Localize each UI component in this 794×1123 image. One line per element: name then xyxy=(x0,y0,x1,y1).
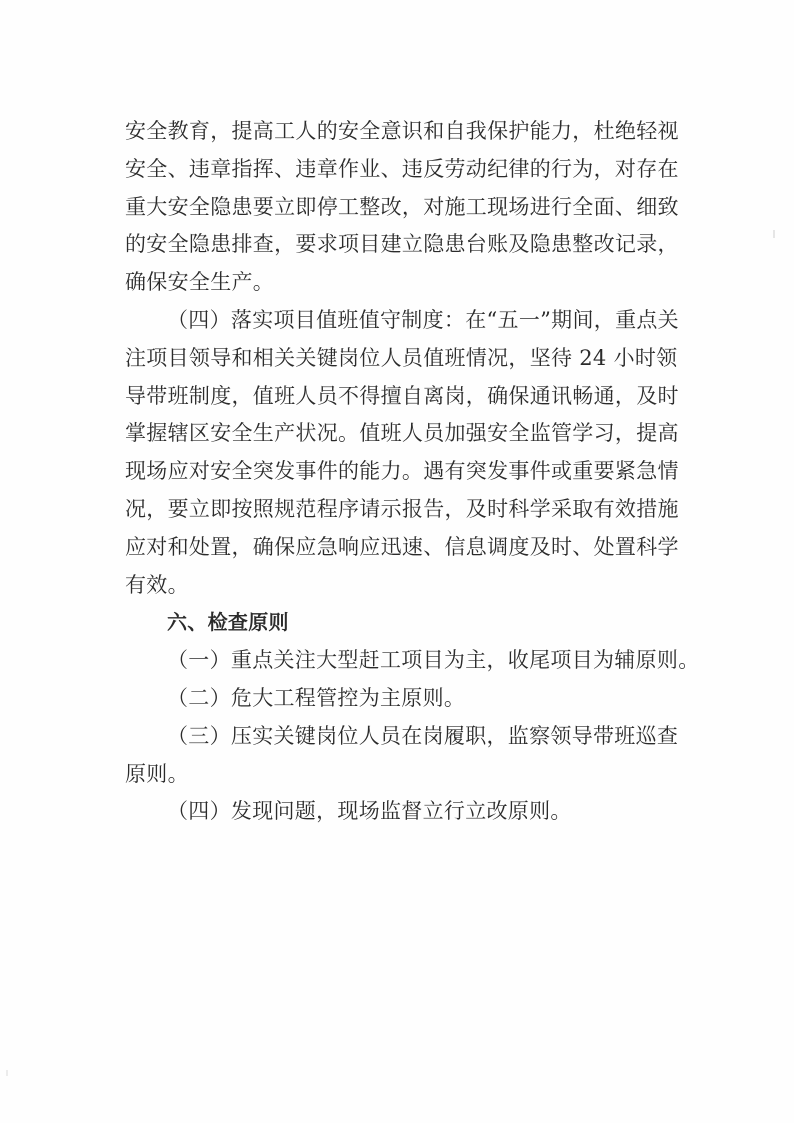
principle-item: （四）发现问题，现场监督立行立改原则。 xyxy=(167,799,572,824)
principles-list xyxy=(125,642,700,831)
section-heading: 六、检查原则 xyxy=(167,610,289,635)
paragraph-safety-education xyxy=(125,113,685,302)
text-line: 确保安全生产。 xyxy=(125,270,275,295)
principle-item: （一）重点关注大型赶工项目为主，收尾项目为辅原则。 xyxy=(167,648,700,673)
text-line: 应对和处置，确保应急响应迅速、信息调度及时、处置科学 xyxy=(125,534,679,559)
principle-item: （二）危大工程管控为主原则。 xyxy=(167,685,466,710)
paragraph-duty-system xyxy=(125,302,685,604)
text-line: 安全教育，提高工人的安全意识和自我保护能力，杜绝轻视 xyxy=(125,119,679,143)
principle-item-continuation: 原则。 xyxy=(125,761,189,786)
scan-artifact xyxy=(6,1070,8,1076)
text-line: 的安全隐患排查，要求项目建立隐患台账及隐患整改记录， xyxy=(125,232,679,257)
text-line: 导带班制度，值班人员不得擅自离岗，确保通讯畅通，及时 xyxy=(125,383,679,408)
document-body xyxy=(125,113,700,831)
text-line: 重大安全隐患要立即停工整改，对施工现场进行全面、细致 xyxy=(125,194,679,219)
scan-artifact xyxy=(773,230,775,238)
text-line: 况，要立即按照规范程序请示报告，及时科学采取有效措施 xyxy=(125,496,679,521)
text-line: 现场应对安全突发事件的能力。遇有突发事件或重要紧急情 xyxy=(125,459,679,484)
text-line: 掌握辖区安全生产状况。值班人员加强安全监管学习，提高 xyxy=(125,421,679,446)
text-line: （四）落实项目值班值守制度：在“五一”期间，重点关 xyxy=(167,307,679,332)
text-line: 有效。 xyxy=(125,572,189,597)
text-line: 注项目领导和相关关键岗位人员值班情况，坚待 24 小时领 xyxy=(125,345,678,370)
principle-item: （三）压实关键岗位人员在岗履职，监察领导带班巡查 xyxy=(167,723,679,748)
text-line: 安全、违章指挥、违章作业、违反劳动纪律的行为，对存在 xyxy=(125,156,679,181)
